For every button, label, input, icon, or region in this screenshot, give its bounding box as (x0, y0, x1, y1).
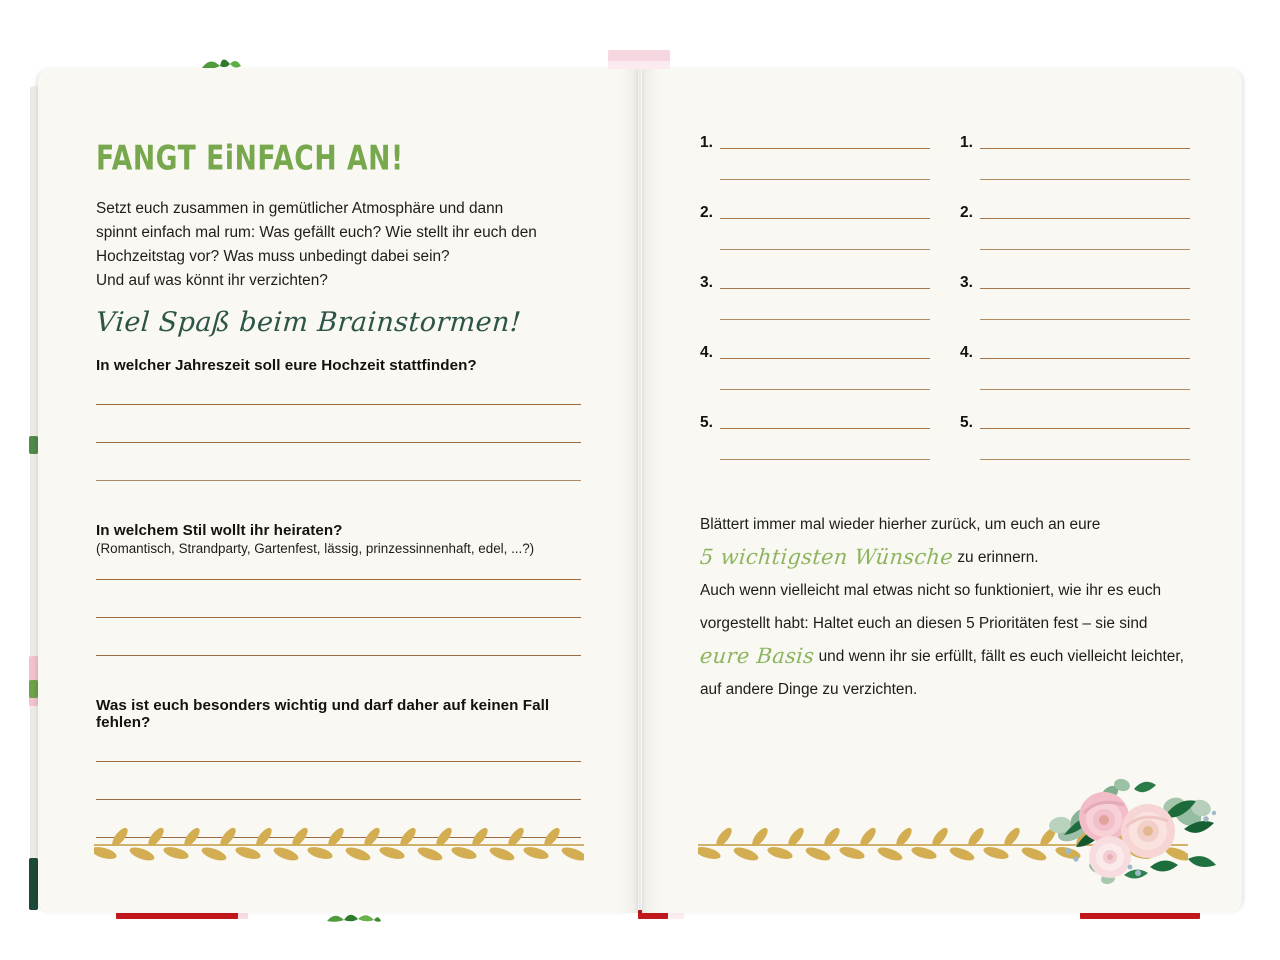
writing-line[interactable] (980, 249, 1190, 250)
list-item-number: 5. (960, 414, 973, 431)
writing-line[interactable] (96, 404, 581, 405)
writing-line[interactable] (980, 459, 1190, 460)
question-label: Was ist euch besonders wichtig und darf daher auf keinen Fall fehlen? (96, 697, 550, 731)
brainstorm-script-wrap (96, 307, 581, 343)
list-item-number: 5. (700, 414, 713, 431)
intro-line: spinnt einfach mal rum: Was gefällt euch? Wie stellt ihr euch den (96, 224, 537, 241)
question-label: In welchem Stil wollt ihr heiraten? (96, 522, 343, 539)
closing-paragraph (700, 508, 1195, 706)
list-item[interactable] (700, 346, 930, 390)
highlight-eure-basis: eure Basis (698, 644, 816, 668)
list-item[interactable] (700, 136, 930, 180)
writing-line[interactable] (720, 428, 930, 429)
list-item-number: 2. (960, 204, 973, 221)
writing-line[interactable] (96, 761, 581, 762)
writing-line[interactable] (720, 389, 930, 390)
list-item[interactable] (960, 136, 1190, 180)
list-item-number: 1. (700, 134, 713, 151)
writing-line[interactable] (96, 655, 581, 656)
writing-line[interactable] (720, 179, 930, 180)
closing-part-1: Blättert immer mal wieder hierher zurück, um euch an eure (700, 516, 1101, 533)
green-leaf-sprig-top-icon (200, 50, 242, 70)
list-item-number: 4. (960, 344, 973, 361)
writing-line[interactable] (980, 179, 1190, 180)
list-item-number: 1. (960, 134, 973, 151)
list-item[interactable] (960, 206, 1190, 250)
answer-lines-2[interactable] (96, 579, 581, 656)
writing-line[interactable] (720, 319, 930, 320)
gold-leaf-vine-border-left (94, 821, 584, 865)
pink-ribbon-bookmark (608, 50, 670, 69)
right-page (642, 68, 1242, 913)
closing-part-4: sie sind (1095, 615, 1148, 632)
book-spine-gutter (634, 68, 646, 913)
writing-line[interactable] (980, 389, 1190, 390)
intro-line: Setzt euch zusammen in gemütlicher Atmosphäre und dann (96, 200, 504, 217)
writing-line[interactable] (980, 218, 1190, 219)
pink-rose-eucalyptus-bouquet-icon (1038, 773, 1228, 891)
edge-color-mark-lightgreen (29, 680, 38, 698)
writing-line[interactable] (720, 358, 930, 359)
list-item[interactable] (700, 276, 930, 320)
writing-line[interactable] (980, 288, 1190, 289)
list-item-number: 2. (700, 204, 713, 221)
answer-lines-1[interactable] (96, 404, 581, 481)
edge-color-mark-green (29, 436, 38, 454)
open-book-spread (38, 68, 1242, 913)
closing-part-3: Auch wenn vielleicht mal etwas nicht so funktioniert, wie ihr es euch vorgestellt habt: Haltet euch an diesen 5 Prioritäten fest – (700, 582, 1162, 632)
writing-line[interactable] (720, 288, 930, 289)
closing-part-2: zu erinnern. (957, 549, 1039, 566)
writing-line[interactable] (720, 249, 930, 250)
list-item[interactable] (960, 276, 1190, 320)
writing-line[interactable] (980, 319, 1190, 320)
writing-line[interactable] (720, 148, 930, 149)
writing-line[interactable] (96, 617, 581, 618)
list-item[interactable] (700, 206, 930, 250)
writing-line[interactable] (980, 148, 1190, 149)
closing-part-5: und wenn ihr sie erfüllt, fällt es euch vielleicht leichter, auf andere Dinge zu verzichten. (700, 648, 1184, 698)
list-item-number: 3. (700, 274, 713, 291)
writing-line[interactable] (96, 799, 581, 800)
question-block-2 (96, 522, 581, 656)
intro-line: Hochzeitstag vor? Was muss unbedingt dabei sein? (96, 248, 450, 265)
writing-line[interactable] (720, 218, 930, 219)
writing-line[interactable] (96, 480, 581, 481)
list-item[interactable] (960, 346, 1190, 390)
intro-paragraph (96, 197, 581, 293)
question-label: In welcher Jahreszeit soll eure Hochzeit stattfinden? (96, 357, 477, 374)
edge-color-mark-darkgreen (29, 858, 38, 910)
question-block-1 (96, 357, 581, 481)
priority-lists (700, 136, 1190, 460)
question-block-3 (96, 697, 581, 838)
writing-line[interactable] (96, 579, 581, 580)
list-item-number: 4. (700, 344, 713, 361)
list-item[interactable] (700, 416, 930, 460)
question-hint: (Romantisch, Strandparty, Gartenfest, lässig, prinzessinnenhaft, edel, ...?) (96, 541, 535, 556)
writing-line[interactable] (720, 459, 930, 460)
list-item-number: 3. (960, 274, 973, 291)
page-title: FANGT EiNFACH AN! (96, 138, 404, 179)
list-item[interactable] (960, 416, 1190, 460)
priority-list-column-1 (700, 136, 930, 460)
left-page (38, 68, 638, 913)
writing-line[interactable] (980, 428, 1190, 429)
writing-line[interactable] (980, 358, 1190, 359)
brainstorm-script: Viel Spaß beim Brainstormen! (94, 307, 523, 338)
intro-line: Und auf was könnt ihr verzichten? (96, 272, 328, 289)
priority-list-column-2 (960, 136, 1190, 460)
highlight-wuensche: 5 wichtigsten Wünsche (698, 545, 955, 569)
writing-line[interactable] (96, 442, 581, 443)
